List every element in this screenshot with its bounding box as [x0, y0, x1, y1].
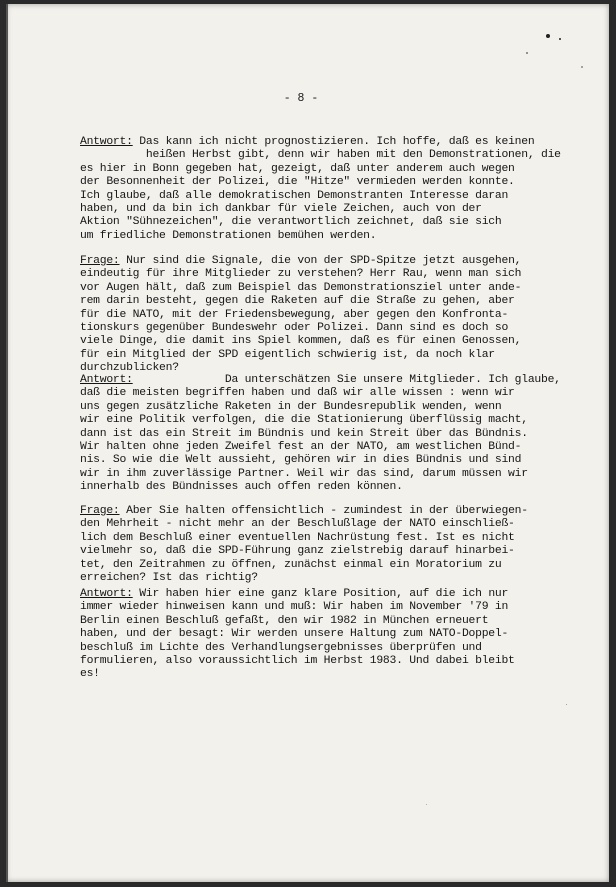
text-line: Aktion "Sühnezeichen", die verantwortlich zeichnet, daß sie sich	[80, 216, 502, 229]
speaker-label: Antwort:	[80, 136, 133, 148]
text-line: es hier in Bonn gegeben hat, gezeigt, daß unter anderem auch wegen	[80, 162, 515, 175]
scan-speck	[566, 704, 567, 705]
text-line: erreichen? Ist das richtig?	[80, 571, 258, 584]
text-line: Wir haben hier eine ganz klare Position, auf die ich nur	[139, 588, 509, 600]
text-line: vor Augen hält, daß zum Beispiel das Demonstrationsziel unter ande-	[80, 281, 522, 294]
text-line: Ich glaube, daß alle demokratischen Demonstranten Interesse daran	[80, 189, 509, 202]
answer-section-1	[80, 136, 580, 243]
text-line: innerhalb des Bündnisses auch offen reden können.	[80, 481, 403, 494]
text-line: daß die meisten begriffen haben und daß wir alle wissen : wenn wir	[80, 387, 515, 400]
text-line: Wir halten ohne jeden Zweifel fest an der NATO, am westlichen Bünd-	[80, 440, 522, 453]
text-line: für die NATO, mit der Friedensbewegung, aber gegen den Konfronta-	[80, 308, 509, 321]
document-page	[6, 4, 609, 882]
text-line: Aber Sie halten offensichtlich - zumindest in der überwiegen-	[126, 505, 528, 517]
text-line: dann ist das ein Streit im Bündnis und kein Streit über das Bündnis.	[80, 427, 528, 440]
text-line: heißen Herbst gibt, denn wir haben mit den Demonstrationen, die	[145, 149, 561, 162]
text-line: um friedliche Demonstrationen bemühen werden.	[80, 229, 377, 242]
text-line: rem darin besteht, gegen die Raketen auf die Straße zu gehen, aber	[80, 295, 515, 308]
page-number: - 8 -	[283, 92, 319, 105]
text-line: wir eine Politik verfolgen, die die Stationierung überflüssig macht,	[80, 414, 528, 427]
scan-speck	[559, 38, 561, 40]
scan-speck	[526, 52, 528, 54]
text-line: wir in ihm zuverlässige Partner. Weil wir das sind, darum müssen wir	[80, 467, 528, 480]
scan-speck	[581, 66, 583, 68]
text-line: durchzublicken?	[80, 362, 179, 375]
text-line: uns gegen zusätzliche Raketen in der Bundesrepublik wenden, wenn	[80, 400, 502, 413]
text-line: lich dem Beschluß einer eventuellen Nachrüstung fest. Ist es nicht	[80, 531, 515, 544]
text-line: Berlin einen Beschluß gefaßt, den wir 1982 in München erneuert	[80, 614, 489, 627]
text-line: eindeutig für ihre Mitglieder zu verstehen? Herr Rau, wenn man sich	[80, 268, 522, 281]
text-line: haben, und da bin ich dankbar für viele Zeichen, auch von der	[80, 202, 482, 215]
text-line: Das kann ich nicht prognostizieren. Ich hoffe, daß es keinen	[139, 136, 535, 148]
scan-edge	[6, 4, 8, 882]
text-line: für ein Mitglied der SPD eigentlich schwierig ist, da noch klar	[80, 348, 495, 361]
scan-speck	[426, 804, 427, 805]
text-line: viele Dinge, die damit ins Spiel kommen, daß es für einen Genossen,	[80, 335, 522, 348]
question-section-2	[80, 505, 580, 585]
text-line: Nur sind die Signale, die von der SPD-Spitze jetzt ausgehen,	[126, 255, 522, 267]
speaker-label: Frage:	[80, 255, 120, 267]
text-line: es!	[80, 668, 100, 681]
scan-speck	[546, 34, 550, 38]
text-line: tet, den Zeitrahmen zu öffnen, zunächst einmal ein Moratorium zu	[80, 558, 502, 571]
text-line: immer wieder hinweisen kann und muß: Wir haben im November '79 in	[80, 601, 509, 614]
answer-section-3	[80, 588, 580, 682]
text-line: tionskurs gegenüber Bundeswehr oder Polizei. Dann sind es doch so	[80, 321, 509, 334]
text-line: der Besonnenheit der Polizei, die "Hitze" vermieden werden konnte.	[80, 176, 515, 189]
speaker-label: Antwort:	[80, 588, 133, 600]
text-line: formulieren, also voraussichtlich im Herbst 1983. Und dabei bleibt	[80, 654, 515, 667]
speaker-label: Antwort:	[80, 374, 133, 386]
question-section-1	[80, 255, 580, 376]
text-line: haben, und der besagt: Wir werden unsere Haltung zum NATO-Doppel-	[80, 628, 509, 641]
text-line: nis. So wie die Welt aussieht, gehören wir in dies Bündnis und sind	[80, 454, 522, 467]
text-line: Da unterschätzen Sie unsere Mitglieder. Ich glaube,	[224, 374, 561, 386]
text-line: den Mehrheit - nicht mehr an der Beschlußlage der NATO einschließ-	[80, 518, 515, 531]
text-line: beschluß im Lichte des Verhandlungsergebnisses überprüfen und	[80, 641, 482, 654]
speaker-label: Frage:	[80, 505, 120, 517]
text-line: vielmehr so, daß die SPD-Führung ganz zielstrebig darauf hinarbei-	[80, 545, 515, 558]
answer-section-2	[80, 374, 580, 495]
